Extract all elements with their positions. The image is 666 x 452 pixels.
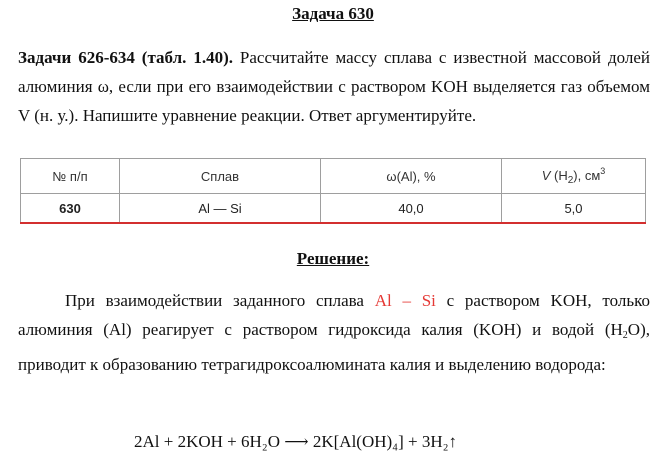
header-alloy: Сплав (120, 159, 321, 194)
problem-statement (18, 43, 650, 130)
problem-text: Рассчитайте массу сплава с известной массовой долей алюминия ω, если при его взаимодействии с раствором KOH выделяется газ объемом V (н. у.). Напишите уравнение реакции. Ответ аргументируйте. (18, 48, 650, 125)
reaction-equation: 2Al + 2KOH + 6H₂O ⟶ 2K[Al(OH)₄] + 3H₂↑ (134, 432, 458, 451)
problem-lead: Задачи 626-634 (табл. 1.40). (18, 48, 233, 67)
header-volume-sub: 2 (567, 175, 574, 186)
data-table (20, 158, 646, 224)
solution-part-3: O), приводит к образованию тетрагидроксоалюмината калия и выделению водорода: (18, 320, 650, 374)
cell-alloy: Al — Si (120, 194, 321, 224)
cell-volume: 5,0 (502, 194, 646, 224)
solution-text (18, 286, 650, 379)
solution-title: Решение: (296, 249, 370, 268)
solution-subscript: 2 (622, 330, 628, 341)
alloy-highlight: Al – Si (374, 291, 436, 310)
header-volume-sup: 3 (600, 166, 606, 176)
solution-part-1: При взаимодействии заданного сплава (65, 291, 375, 310)
header-volume-open: (H (550, 168, 568, 183)
header-volume-close: ), см (573, 168, 601, 183)
header-volume (502, 159, 646, 194)
header-num: № п/п (21, 159, 120, 194)
header-volume-symbol: V (541, 168, 551, 183)
table-row (21, 194, 646, 224)
cell-omega: 40,0 (321, 194, 502, 224)
cell-num: 630 (21, 194, 120, 224)
solution-part-2: с раствором KOH, только алюминия (Al) реагирует с раствором гидроксида калия (KOH) и водой (H (18, 291, 650, 339)
task-title: Задача 630 (292, 4, 374, 23)
table-header-row (21, 159, 646, 194)
header-omega: ω(Al), % (321, 159, 502, 194)
